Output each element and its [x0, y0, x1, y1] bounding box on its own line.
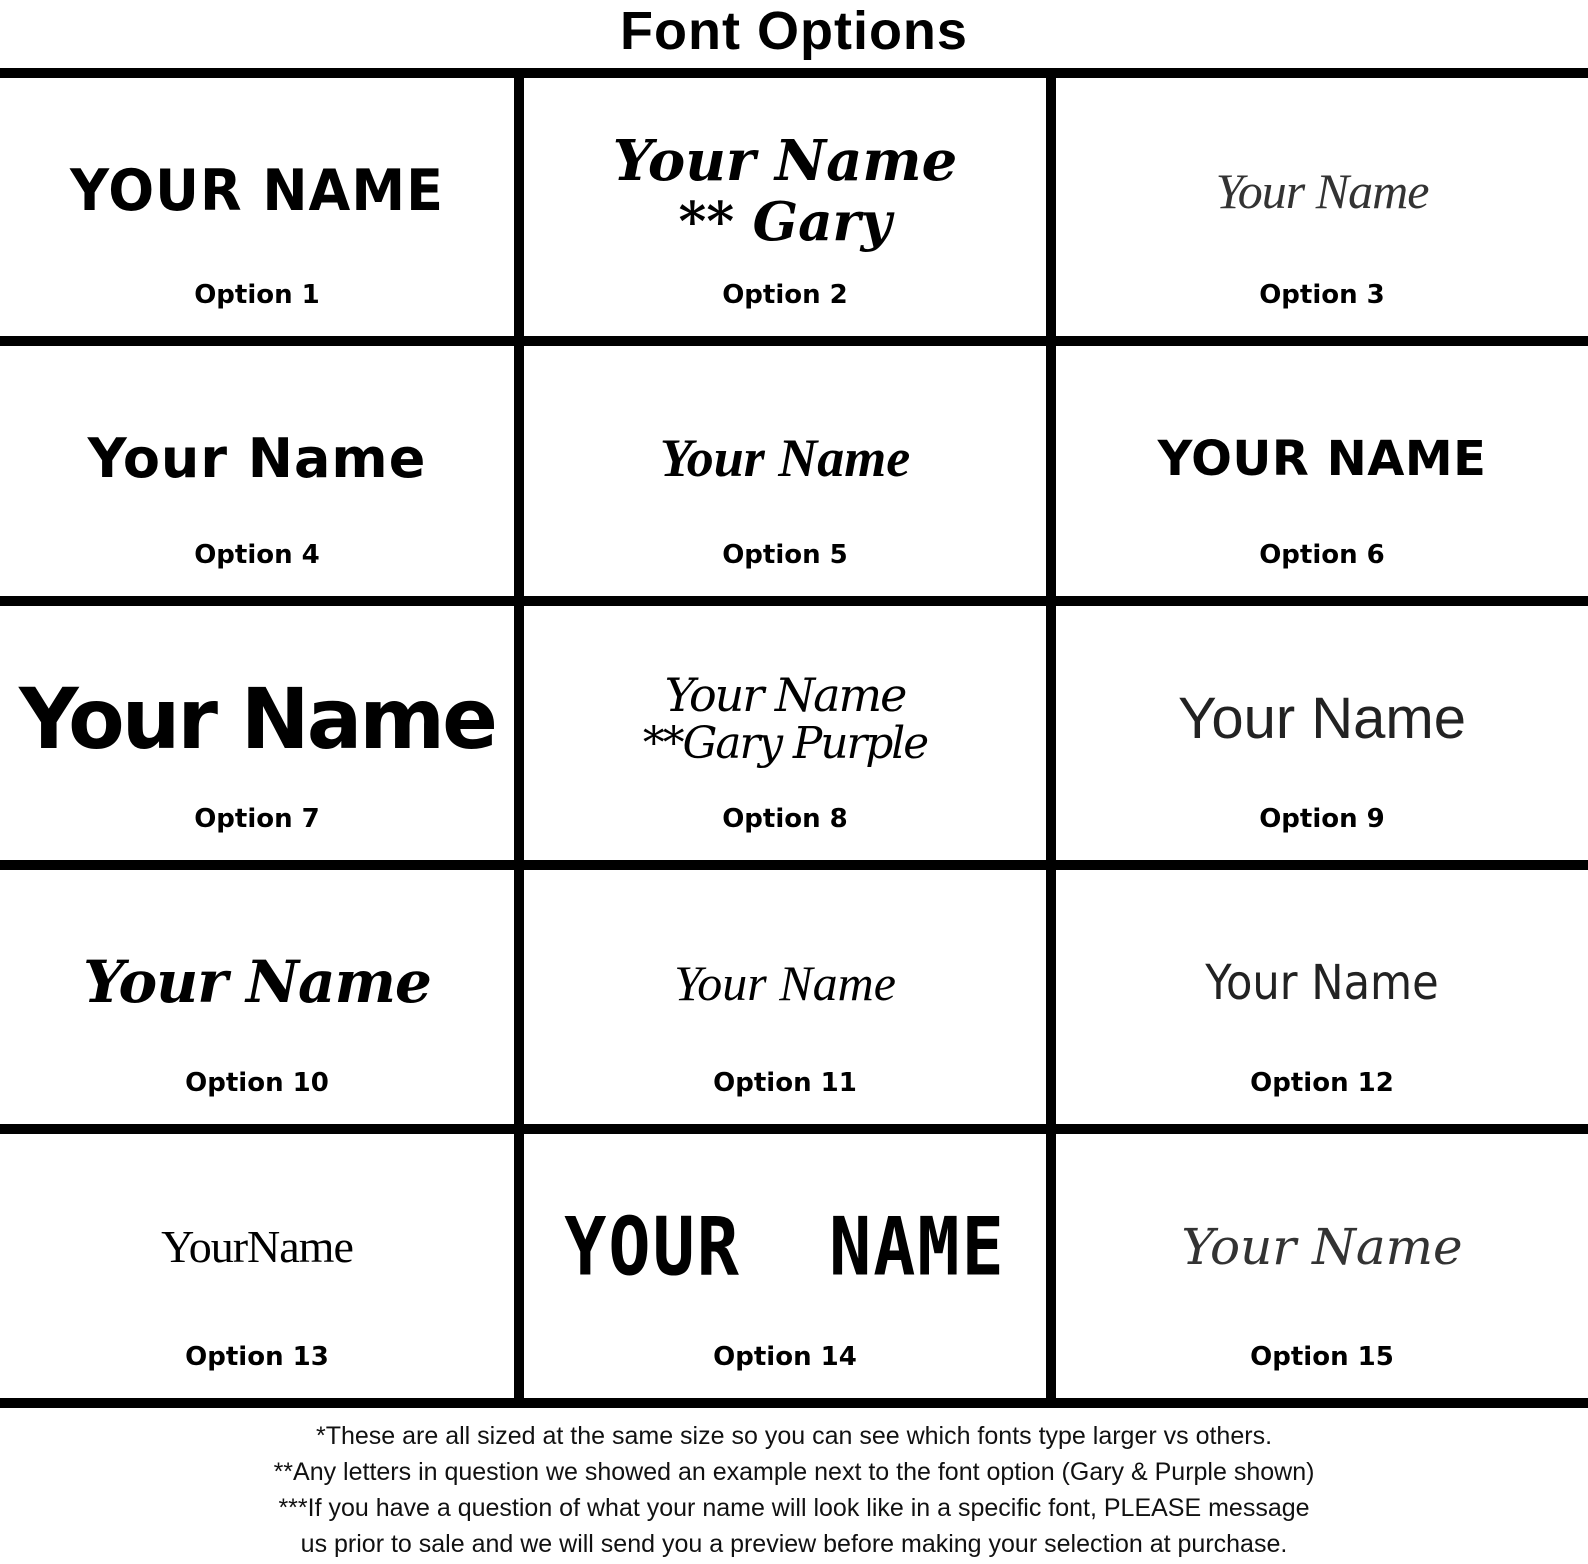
option-label: Option 2: [722, 280, 848, 310]
font-option-cell: [524, 1134, 1056, 1398]
option-label: Option 13: [185, 1342, 329, 1372]
font-sample: [524, 898, 1046, 1068]
font-sample-line: Your Name: [612, 127, 958, 194]
font-sample-line: Your Name: [87, 427, 427, 491]
option-label: Option 6: [1259, 540, 1385, 570]
option-label: Option 3: [1259, 280, 1385, 310]
font-option-cell: [524, 606, 1056, 870]
font-option-cell: [0, 346, 524, 606]
font-sample-line: Your Name: [1205, 954, 1439, 1011]
font-sample-line: YOUR NAME: [564, 1199, 1006, 1294]
font-sample-line: Your Name: [659, 428, 911, 489]
font-sample: [1083, 898, 1562, 1068]
font-sample: [0, 102, 514, 281]
footnote-line: ***If you have a question of what your name will look like in a specific font, PLEASE message: [278, 1494, 1310, 1522]
option-label: Option 5: [722, 540, 848, 570]
font-option-cell: [1056, 870, 1588, 1134]
font-option-cell: [1056, 606, 1588, 870]
font-option-cell: [0, 606, 524, 870]
font-sample-line: YourName: [161, 1220, 353, 1272]
font-sample: [1056, 634, 1588, 804]
font-sample-line: Your Name: [1215, 162, 1429, 219]
option-label: Option 15: [1250, 1342, 1394, 1372]
font-option-cell: [0, 78, 524, 346]
font-sample: [524, 374, 1046, 544]
font-sample: [0, 1162, 514, 1332]
font-sample: [524, 1149, 1046, 1345]
font-option-cell: [524, 78, 1056, 346]
font-sample: [0, 898, 514, 1068]
font-sample: [1056, 374, 1588, 544]
font-option-cell: [0, 1134, 524, 1398]
font-option-cell: [524, 870, 1056, 1134]
option-label: Option 4: [194, 540, 320, 570]
font-option-cell: [0, 870, 524, 1134]
font-sample-line: Your Name: [18, 669, 496, 768]
font-sample: [5, 634, 509, 804]
font-option-cell: [524, 346, 1056, 606]
font-sample-line: YOUR NAME: [70, 157, 444, 224]
option-label: Option 10: [185, 1068, 329, 1098]
option-label: Option 12: [1250, 1068, 1394, 1098]
font-sample-line: Your Name: [1181, 1217, 1463, 1276]
footnote-line: **Any letters in question we showed an example next to the font option (Gary & Purple shown): [273, 1458, 1315, 1486]
option-label: Option 1: [194, 280, 320, 310]
font-sample: [524, 106, 1046, 276]
option-label: Option 14: [713, 1342, 857, 1372]
font-sample-line: Your Name: [1177, 686, 1467, 752]
font-sample: [524, 634, 1046, 804]
font-sample: [1056, 1162, 1588, 1332]
font-sample-line: Your Name: [83, 948, 431, 1017]
font-option-cell: [1056, 1134, 1588, 1398]
font-option-cell: [1056, 78, 1588, 346]
font-sample-line: YOUR NAME: [1157, 430, 1487, 487]
footnote-line: *These are all sized at the same size so you can see which fonts type larger vs others.: [315, 1422, 1273, 1450]
option-label: Option 7: [194, 804, 320, 834]
font-sample-line: Your Name: [664, 667, 906, 722]
font-sample: [0, 374, 514, 544]
footnote-line: us prior to sale and we will send you a preview before making your selection at purchase.: [300, 1530, 1288, 1558]
font-sample: [1056, 106, 1588, 276]
option-label: Option 11: [713, 1068, 857, 1098]
option-label: Option 9: [1259, 804, 1385, 834]
font-sample-line: Your Name: [674, 954, 896, 1011]
font-options-grid: [0, 68, 1588, 1408]
footnotes: [0, 1418, 1588, 1562]
option-label: Option 8: [722, 804, 848, 834]
font-option-cell: [1056, 346, 1588, 606]
font-sample-example-line: ** Gary: [678, 189, 892, 253]
font-sample-example-line: **Gary Purple: [642, 718, 928, 770]
page-title: Font Options: [620, 1, 968, 61]
